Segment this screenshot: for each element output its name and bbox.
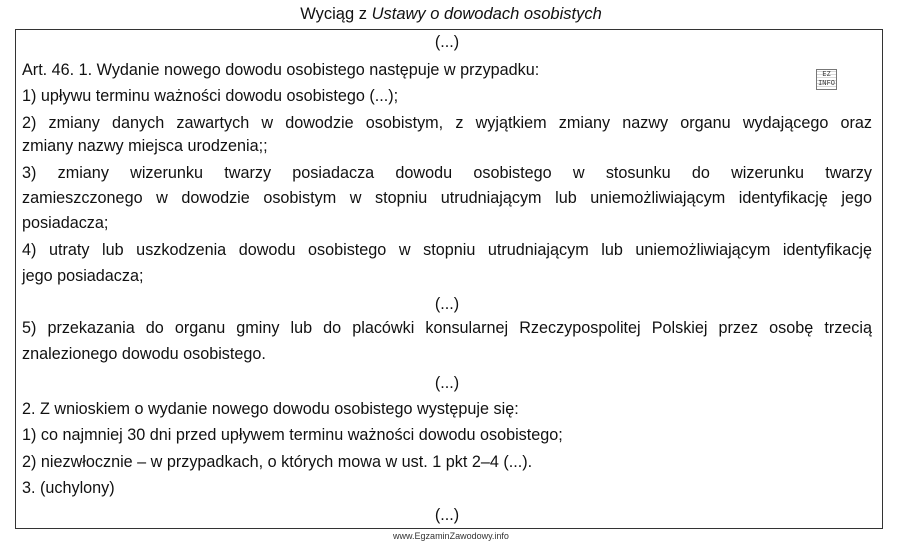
ellipsis-mid-2: (...) xyxy=(434,374,460,392)
point-5-line-1: 5) przekazania do organu gminy lub do placówki konsularnej Rzeczypospolitej Polskiej przez osobę trzecią xyxy=(22,319,872,337)
ellipsis-bottom: (...) xyxy=(434,506,460,524)
excerpt-box xyxy=(15,29,883,529)
section-3: 3. (uchylony) xyxy=(22,479,115,497)
art-heading: Art. 46. 1. Wydanie nowego dowodu osobistego następuje w przypadku: xyxy=(22,61,540,79)
point-2-line-1: 2) zmiany danych zawartych w dowodzie osobistym, z wyjątkiem zmiany nazwy organu wydającego oraz xyxy=(22,114,872,132)
point-2-line-2: zmiany nazwy miejsca urodzenia;; xyxy=(22,137,268,155)
point-3-line-3: posiadacza; xyxy=(22,214,109,232)
point-4-line-2: jego posiadacza; xyxy=(22,267,144,285)
document-title xyxy=(0,4,902,24)
point-3-line-2: zamieszczonego w dowodzie osobistym w stopniu utrudniającym lub uniemożliwiającym identyfikację jego xyxy=(22,189,872,207)
section-2-point-1: 1) co najmniej 30 dni przed upływem terminu ważności dowodu osobistego; xyxy=(22,426,563,444)
ellipsis-top: (...) xyxy=(434,33,460,51)
ez-info-stamp-icon: EZ INFO xyxy=(816,69,837,90)
point-4-line-1: 4) utraty lub uszkodzenia dowodu osobistego w stopniu utrudniającym lub uniemożliwiającym identyfikację xyxy=(22,241,872,259)
ellipsis-mid-1: (...) xyxy=(434,295,460,313)
title-italic: Ustawy o dowodach osobistych xyxy=(371,5,602,23)
point-3-line-1: 3) zmiany wizerunku twarzy posiadacza dowodu osobistego w stosunku do wizerunku twarzy xyxy=(22,164,872,182)
section-2-heading: 2. Z wnioskiem o wydanie nowego dowodu osobistego występuje się: xyxy=(22,400,519,418)
point-5-line-2: znalezionego dowodu osobistego. xyxy=(22,345,266,363)
source-watermark: www.EgzaminZawodowy.info xyxy=(393,531,509,541)
point-1: 1) upływu terminu ważności dowodu osobistego (...); xyxy=(22,87,399,105)
title-prefix: Wyciąg z xyxy=(300,5,372,23)
section-2-point-2: 2) niezwłocznie – w przypadkach, o których mowa w ust. 1 pkt 2–4 (...). xyxy=(22,453,533,471)
